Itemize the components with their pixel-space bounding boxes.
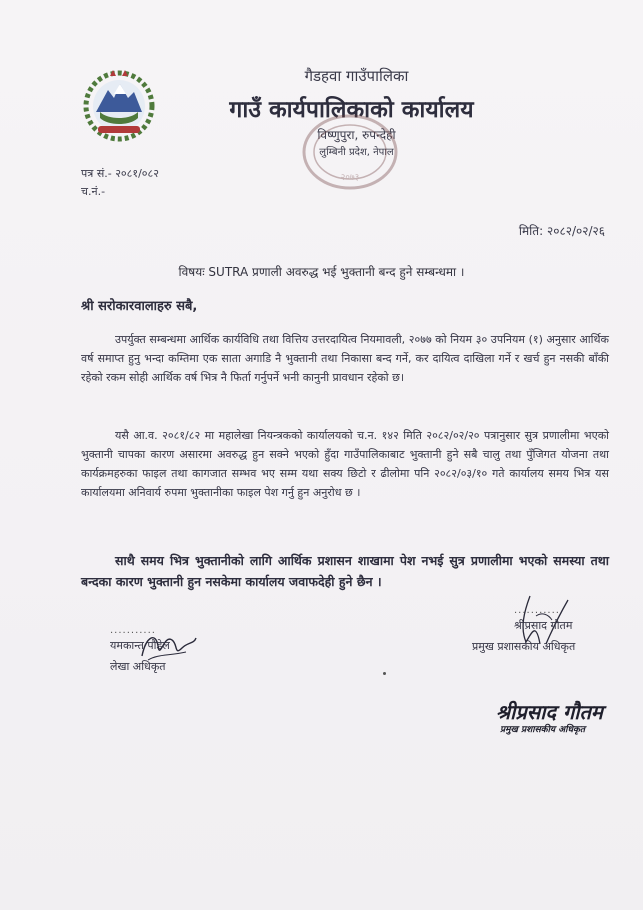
office-seal-icon (300, 112, 400, 192)
body-paragraph-2: यसै आ.व. २०८१/८२ मा महालेखा नियन्त्रकको कार्यालयको च.न. १४२ मिति २०८२/०२/२० पत्रानुसार सुत्र प्रणालीमा भएको भुक्तानी चापका कारण असारमा अवरुद्ध हुन सक्ने भएको हुँदा गाउँपालिकाबाट भुक्तानी हुने सबै चालु तथा पुँजिगत योजना तथा कार्यक्रमहरुका फाइल तथा कागजात सम्भव भए सम्म यथा सक्य छिटो र ढीलोमा पनि २०८२/०३/१० गते कार्यालय समय भित्र यस कार्यालयमा अनिवार्य रुपमा भुक्तानीका फाइल पेश गर्नु हुन अनुरोध छ । (81, 429, 609, 499)
letter-subject: विषयः SUTRA प्रणाली अवरुद्ध भई भुक्तानी बन्द हुने सम्बन्धमा । (178, 265, 465, 279)
name-stamp: श्रीप्रसाद गौतम (496, 700, 603, 724)
signatory-role: लेखा अधिकृत (110, 660, 166, 673)
signatory-name: श्रीप्रसाद गौतम (514, 619, 573, 632)
signature-dots: ........... (514, 605, 560, 616)
body-paragraph-3: साथै समय भित्र भुक्तानीको लागि आर्थिक प्रशासन शाखामा पेश नभई सुत्र प्रणालीमा भएको समस्या तथा बन्दका कारण भुक्तानी हुन नसकेमा कार्यालय जवाफदेही हुने छैन । (81, 553, 609, 589)
signature-dots: ........... (110, 625, 156, 636)
province-line: लुम्बिनी प्रदेश, नेपाल (319, 147, 394, 158)
stray-mark (383, 672, 386, 675)
signatory-accounts (110, 625, 260, 674)
signatory-role: प्रमुख प्रशासकीय अधिकृत (472, 640, 576, 653)
office-address: विष्णुपुरा, रुपन्देही (317, 128, 396, 142)
letter-date: मिति: २०८२/०२/२६ (518, 224, 605, 238)
dispatch-number: च.नं.- (81, 185, 106, 198)
letter-number: पत्र सं.- २०८१/०८२ (81, 167, 159, 180)
signatory-name: यमकान्त पौडेल (110, 639, 170, 652)
salutation: श्री सरोकारवालाहरु सबै, (81, 299, 198, 314)
office-title: गाउँ कार्यपालिकाको कार्यालय (229, 97, 474, 123)
signatory-cao (472, 605, 626, 654)
seal-year: २०७३ (340, 173, 360, 183)
name-stamp-title: प्रमुख प्रशासकीय अधिकृत (500, 725, 586, 735)
body-paragraph-1: उपर्युक्त सम्बन्धमा आर्थिक कार्यविधि तथा वित्तिय उत्तरदायित्व नियमावली, २०७७ को नियम ३० उपनियम (१) अनुसार आर्थिक वर्ष समाप्त हुनु भन्दा कम्तिमा एक साता अगाडि नै भुक्तानी तथा निकासा बन्द गर्ने, कर दायित्व दाखिला गर्ने र खर्च हुन नसकी बाँकी रहेको रकम सोही आर्थिक वर्ष भित्र नै फिर्ता गर्नुपर्ने भनी कानुनी प्रावधान रहेको छ। (81, 333, 609, 384)
municipality-name: गैडहवा गाउँपालिका (304, 67, 409, 85)
